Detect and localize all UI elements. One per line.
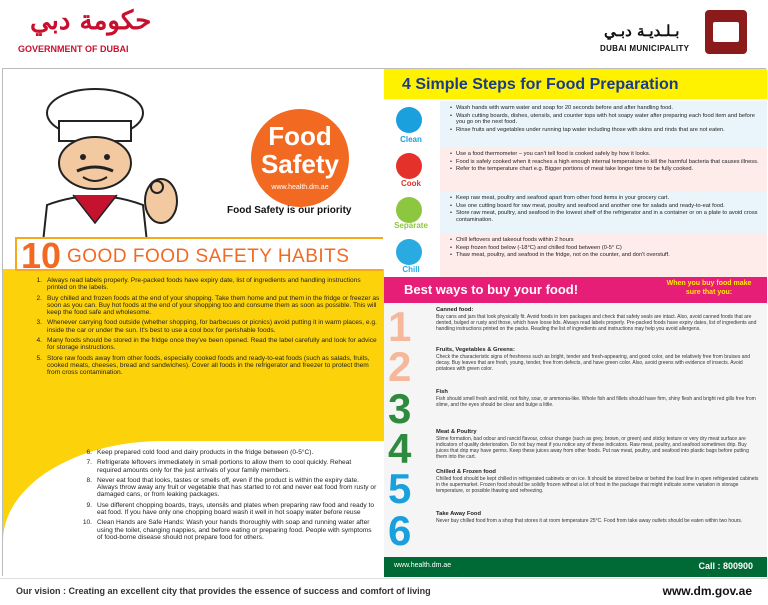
step-cook (384, 147, 767, 191)
buy-row-number: 6 (388, 507, 412, 554)
step-body (440, 147, 767, 191)
buy-heading (384, 277, 767, 303)
step-clean (384, 101, 767, 147)
habit-number: 8. (86, 476, 92, 484)
buy-row-heading: Fish (436, 389, 448, 395)
habit-text: Store raw foods away from other foods, especially cooked foods and ready-to-eat foods (such as salads, fruits, cooked meats, cheeses, bread and sandwiches). Cover all foods in the refrigerator and freezer to protect them from cross contamination. (47, 354, 370, 377)
habit-number: 6. (86, 449, 92, 456)
buy-row-heading: Fruits, Vegetables & Greens: (436, 347, 515, 353)
habit-text: Keep prepared cold food and dairy products in the fridge between (0-5°C). (97, 449, 314, 456)
habit-item (31, 319, 381, 334)
habits-title: GOOD FOOD SAFETY HABITS (67, 246, 350, 267)
buy-row-number: 5 (388, 465, 412, 512)
habit-item (81, 502, 377, 517)
buy-row-heading: Chilled & Frozen food (436, 469, 496, 475)
habit-item (81, 519, 377, 541)
badge-url: www.health.dm.ae (271, 184, 329, 191)
habit-item (31, 295, 381, 317)
step-point: • Keep frozen food below (-18°C) and chilled food between (0-5° C) (450, 245, 761, 252)
habit-number: 2. (36, 294, 42, 302)
step-point: • Chill leftovers and takeout foods within 2 hours (450, 237, 761, 244)
habits-number: 10 (21, 235, 62, 276)
habit-item (81, 449, 377, 456)
step-point: • Thaw meat, poultry, and seafood in the fridge, not on the counter, and don't overstuff. (450, 252, 761, 259)
step-label: Separate (394, 221, 428, 230)
habit-text: Whenever carrying food outside (whether shopping, for barbecues or picnics) avoid putting it in warm places, e.g. inside the car or under the sun. It's best to use a cool box for perishable foods. (47, 319, 377, 334)
step-label: Cook (401, 179, 421, 188)
step-icon-area (384, 147, 438, 191)
step-point: • Refer to the temperature chart e.g. Bigger portions of meat take longer time to be fully cooked. (450, 166, 761, 173)
buy-row-number: 1 (388, 303, 412, 350)
habit-item (31, 337, 381, 352)
step-body (440, 191, 767, 233)
step-body (440, 101, 767, 147)
buy-row-number: 4 (388, 425, 412, 472)
step-icon-area (384, 101, 438, 147)
dubai-municipality-label: DUBAI MUNICIPALITY (600, 44, 690, 53)
step-point: • Use a food thermometer – you can't tell food is cooked safely by how it looks. (450, 151, 761, 158)
buy-row-body (436, 307, 759, 332)
step-point: • Keep raw meat, poultry and seafood apart from other food items in your grocery cart. (450, 195, 761, 202)
habit-text: Clean Hands are Safe Hands: Wash your hands thoroughly with soap and running water after using the toilet, changing nappies, and before eating or preparing food. People with symptoms of food-borne disease should not prepare food for others. (97, 519, 372, 541)
food-safety-badge (251, 109, 349, 207)
chill-icon (396, 239, 422, 265)
habit-item (31, 355, 381, 377)
step-point: • Use one cutting board for raw meat, poultry and seafood and another one for salads and ready-to-eat food. (450, 203, 761, 210)
buy-row-body (436, 469, 759, 494)
priority-tagline: Food Safety is our priority (227, 205, 352, 216)
buy-row-number: 3 (388, 385, 412, 432)
habits-heading (15, 235, 383, 276)
separate-icon (396, 197, 422, 223)
step-label: Clean (400, 135, 422, 144)
buy-row-text: Buy cans and jars that look physically fit. Avoid foods in torn packages and check that safety seals are intact. Also, avoid canned foods that are dented, bulged or rusty and those, which have loose lids. Always read labels properly. Pre-packed foods have expiry dates, list of ingredients and handling instructions printed on the packs. Reading the list of ingredients and instructions may help you avoid allergens. (436, 314, 757, 332)
footer-call: Call : 800900 (698, 561, 753, 571)
government-of-dubai-logo-arabic: حكومة دبي (30, 6, 152, 36)
step-icon-area (384, 191, 438, 233)
habit-number: 7. (86, 459, 92, 467)
government-of-dubai-label: GOVERNMENT OF DUBAI (18, 44, 129, 54)
habit-number: 10. (82, 519, 92, 527)
step-point: • Food is safely cooked when it reaches a high enough internal temperature to kill the harmful bacteria that causes illness. (450, 159, 761, 166)
habit-number: 9. (86, 501, 92, 509)
step-point: • Store raw meat, poultry, and seafood in the lowest shelf of the refrigerator and in a container or on a plate to avoid cross contamination. (450, 210, 761, 223)
buy-row-text: Slime formation, bad odour and rancid flavour, colour change (such as grey, brown, or green) and sticky texture or very dry meat surface are indicators of quality deterioration. Do not buy meat if you notice any of these indicators. Raw meat, poultry, and seafood sometimes drip. Buy juices that drip may have germs. Keep these juices away from other foods. Put raw meat, poultry, and seafood into plastic bags before putting them into the cart. (436, 436, 749, 460)
dubai-municipality-arabic: بـلـديـة دبـي (604, 22, 680, 40)
buy-row-number: 2 (388, 343, 412, 390)
vision-statement: Our vision : Creating an excellent city that provides the essence of success and comfort of living (16, 586, 431, 596)
buy-row-body (436, 429, 759, 460)
footer-url: www.health.dm.ae (394, 562, 452, 569)
step-chill (384, 233, 767, 277)
badge-line-2: Safety (260, 149, 340, 179)
cook-icon (396, 153, 422, 179)
right-panel (384, 69, 767, 577)
habits-list-top (31, 277, 381, 380)
habit-text: Never eat food that looks, tastes or smells off, even if the product is within the expiry date. Always throw away any fruit or vegetable that has started to rot and never eat food from rusty or damaged cans, or from leaking packages. (97, 476, 377, 499)
buy-row-heading: Canned food: (436, 307, 474, 313)
clean-icon (396, 107, 422, 133)
buy-row-body (436, 511, 759, 524)
buy-row-body (436, 389, 759, 408)
left-panel (3, 69, 384, 577)
habit-text: Use different chopping boards, trays, utensils and plates when preparing raw food and ready to eat food. If you have only one chopping board wash it well in hot soapy water before reuse (97, 501, 374, 517)
website-link[interactable]: www.dm.gov.ae (662, 584, 752, 598)
step-icon-area (384, 233, 438, 277)
buy-row-text: Check the characteristic signs of freshness such as bright, tender and fresh-appearing, and good color, and be relatively free from bruises and decay. Buy leaves that are fresh, young, tender, free from defects, and have green color. Also, avoid greens with evidence of insects. Avoid potatoes with green color. (436, 354, 751, 372)
step-point: • Wash hands with warm water and soap for 20 seconds before and after handling food. (450, 105, 761, 112)
habit-text: Many foods should be stored in the fridge once they've been opened. Read the label carefully and look for advice for storage instructions. (47, 337, 377, 352)
step-body (440, 233, 767, 277)
step-point: • Rinse fruits and vegetables under running tap water including those with skins and rinds that are not eaten. (450, 127, 761, 134)
habit-number: 4. (36, 337, 42, 345)
habit-item (81, 459, 377, 474)
buy-row-heading: Meat & Poultry (436, 429, 477, 435)
buy-title: Best ways to buy your food! (404, 282, 579, 297)
habits-list-bottom (81, 449, 377, 544)
habit-number: 1. (36, 277, 42, 284)
habit-number: 3. (36, 319, 42, 327)
page-footer (0, 578, 768, 605)
buy-row-text: Fish should smell fresh and mild, not fishy, sour, or ammonia-like. Whole fish and fillets should have firm, shiny flesh and bright red gills free from slime, and the eyes should be clear and bulge a little. (436, 396, 756, 408)
buy-row-body (436, 347, 759, 372)
step-label: Chill (402, 265, 420, 274)
habit-number: 5. (36, 354, 42, 362)
buy-row-heading: Take Away Food (436, 511, 481, 517)
steps-title: 4 Simple Steps for Food Preparation (384, 69, 767, 99)
poster-footer (384, 557, 767, 577)
step-point: • Wash cutting boards, dishes, utensils, and counter tops with hot soapy water after preparing each food item and before you go on the next food. (450, 113, 761, 126)
badge-line-1: Food (268, 121, 332, 151)
step-separate (384, 191, 767, 233)
dubai-municipality-logo-icon (705, 10, 747, 54)
buy-row-text: Never buy chilled food from a shop that stores it at room temperature 25°C. Food from take away outlets should be eaten within two hours. (436, 518, 743, 524)
buy-row-text: Chilled food should be kept chilled in refrigerated cabinets or on ice. It should be stored below or behind the load line in open refrigerated cabinets in the supermarket. Frozen food should be solidly frozen without a lot of frost in the package that might indicate some variation in storage temperature, or possible thawing and refreezing. (436, 476, 759, 494)
buy-subtitle: When you buy food make sure that you: (666, 280, 752, 296)
food-safety-poster (2, 68, 766, 576)
habit-text: Always read labels properly. Pre-packed foods have expiry date, list of ingredients and handling instructions printed on the labels. (47, 277, 361, 292)
habit-item (31, 277, 381, 292)
habit-text: Buy chilled and frozen foods at the end of your shopping. Take them home and put them in the fridge or freezer as soon as you can. Buy hot foods at the end of your shopping too and consume them as soon as possible. This will keep the food safe and wholesome. (47, 294, 380, 317)
page-header (0, 0, 768, 62)
buy-list (384, 303, 767, 557)
habit-text: Refrigerate leftovers immediately in small portions to allow them to cool quickly. Reheat required amounts only for the just arrivals of your family members. (97, 459, 352, 474)
habit-item (81, 477, 377, 499)
